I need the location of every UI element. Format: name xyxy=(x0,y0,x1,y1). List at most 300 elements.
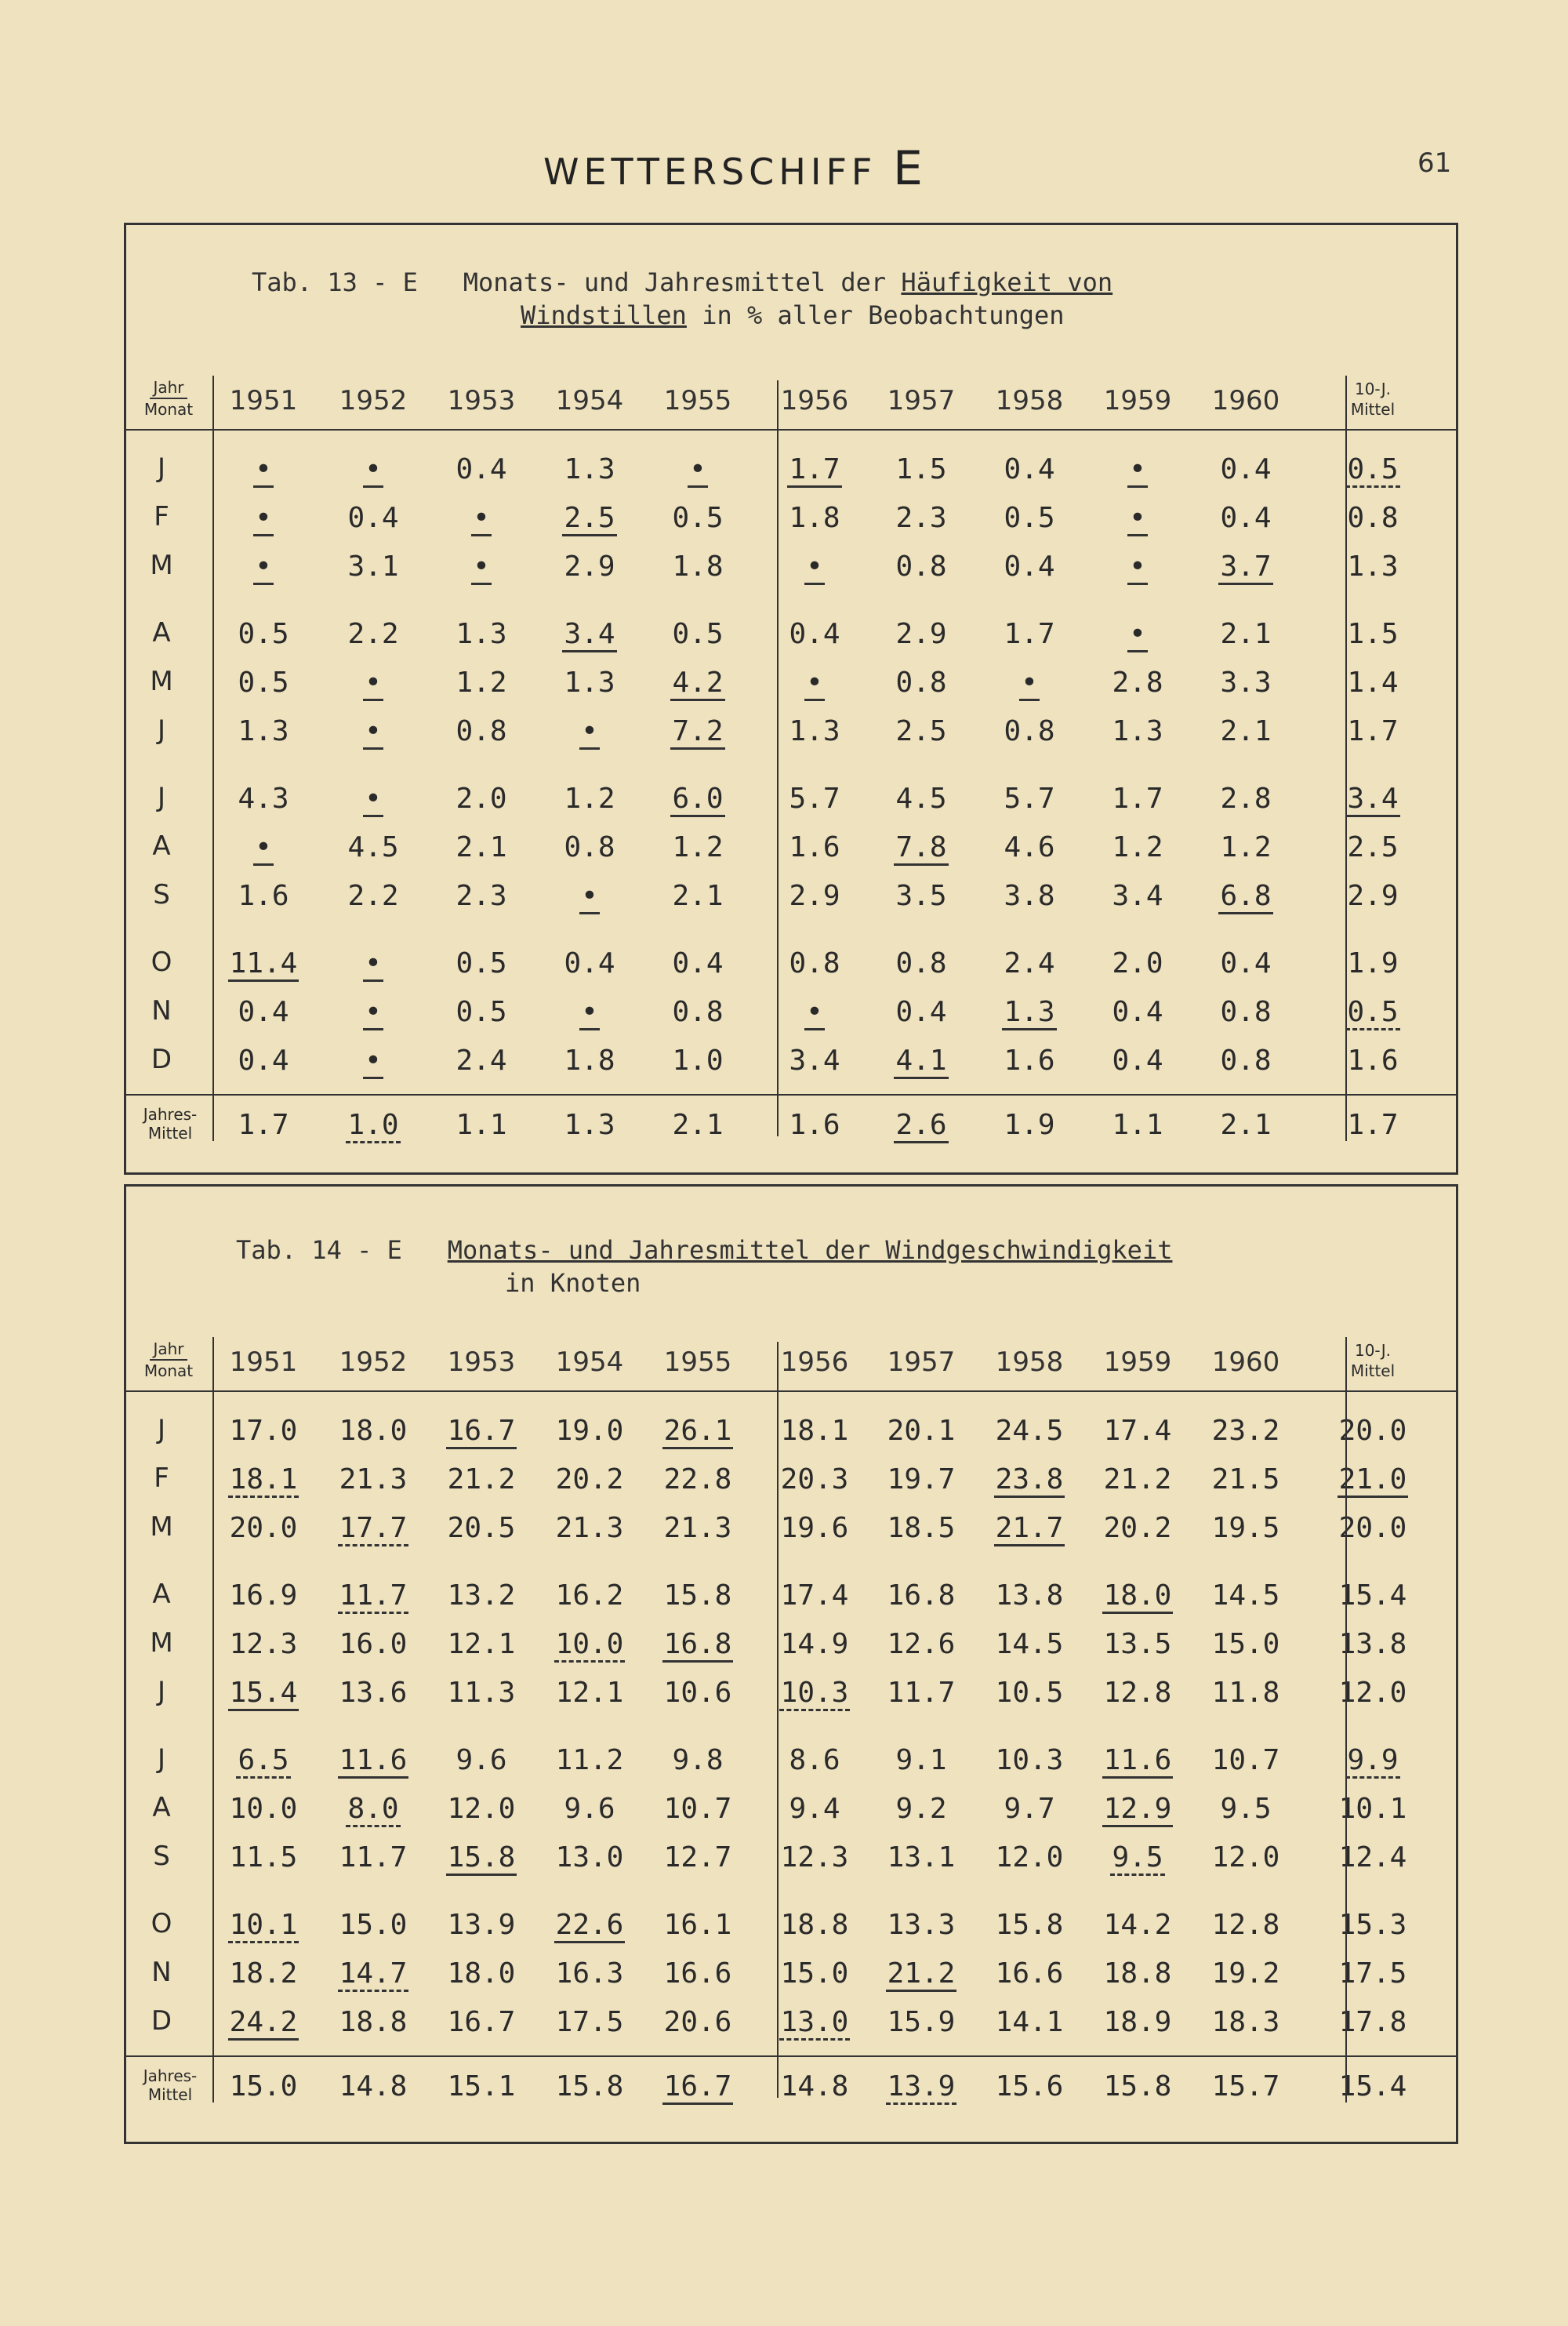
annual-mean-label xyxy=(131,2066,209,2104)
table-cell xyxy=(434,782,528,816)
cell-value: 15.4 xyxy=(228,1677,299,1711)
cell-value: 0.8 xyxy=(789,947,840,979)
cell-value: • xyxy=(363,783,383,817)
table-cell xyxy=(326,1841,420,1875)
cell-value: 18.0 xyxy=(1102,1579,1174,1614)
cell-value: 20.1 xyxy=(887,1415,956,1447)
table-cell xyxy=(1326,1463,1420,1497)
cell-value: 12.6 xyxy=(887,1628,956,1660)
cell-value: 11.4 xyxy=(228,947,299,982)
cell-value: 16.3 xyxy=(555,1957,624,1990)
table-cell xyxy=(874,501,968,536)
table-14-caption-line2 xyxy=(505,1267,641,1299)
table-cell xyxy=(1326,995,1420,1030)
table-cell xyxy=(1326,617,1420,652)
table-cell xyxy=(1091,550,1185,584)
cell-value: 14.9 xyxy=(780,1628,849,1660)
cell-value: 17.7 xyxy=(338,1512,409,1546)
cell-value: 1.0 xyxy=(672,1045,724,1077)
table-cell xyxy=(1091,2005,1185,2040)
cell-value: 10.5 xyxy=(995,1677,1064,1709)
table-cell xyxy=(982,1511,1076,1546)
cell-value: 17.0 xyxy=(229,1415,298,1447)
cell-value: • xyxy=(804,667,825,701)
table-cell xyxy=(434,947,528,981)
cell-value: 18.5 xyxy=(887,1512,956,1544)
annual-cell xyxy=(874,1108,968,1143)
cell-value: 12.9 xyxy=(1102,1793,1174,1827)
table-cell xyxy=(543,666,637,700)
corner-header xyxy=(132,1339,205,1381)
cell-value: 24.2 xyxy=(228,2006,299,2041)
table-cell xyxy=(874,995,968,1030)
cell-value: 4.5 xyxy=(347,831,399,863)
cell-value: 18.8 xyxy=(780,1909,849,1941)
annual-cell xyxy=(1199,2070,1293,2104)
table-cell xyxy=(434,1044,528,1078)
table-cell xyxy=(543,1414,637,1448)
cell-value: 23.2 xyxy=(1211,1415,1280,1447)
annual-label-line1: Jahres- xyxy=(143,1105,198,1124)
row-month-label: F xyxy=(154,501,169,532)
table-cell xyxy=(1091,452,1185,487)
table-cell xyxy=(651,1957,745,1991)
table-cell xyxy=(216,714,310,749)
cell-value: 21.5 xyxy=(1211,1463,1280,1496)
table-cell xyxy=(216,947,310,981)
decade-divider xyxy=(777,380,779,1136)
cell-value: 17.5 xyxy=(555,2006,624,2038)
cell-value: 22.8 xyxy=(663,1463,732,1496)
cell-value: 4.6 xyxy=(1004,831,1055,863)
cell-value: 11.8 xyxy=(1211,1677,1280,1709)
table-cell xyxy=(543,995,637,1030)
table-cell xyxy=(982,879,1076,914)
table-cell xyxy=(1326,666,1420,700)
cell-value: 2.9 xyxy=(1347,880,1399,912)
table-cell xyxy=(1091,1511,1185,1546)
cell-value: 18.2 xyxy=(229,1957,298,1990)
cell-value: 23.8 xyxy=(994,1463,1065,1498)
table-cell xyxy=(216,666,310,700)
table-cell xyxy=(651,1414,745,1448)
annual-cell xyxy=(1326,2070,1420,2104)
header-divider xyxy=(126,1390,1456,1392)
row-month-label: J xyxy=(157,1414,166,1445)
table-cell xyxy=(651,1044,745,1078)
cell-value: • xyxy=(688,453,708,488)
table-cell xyxy=(434,1957,528,1991)
cell-value: 1.6 xyxy=(238,880,289,912)
table-cell xyxy=(1199,782,1293,816)
table-cell xyxy=(216,830,310,865)
table-cell xyxy=(326,666,420,700)
cell-value: 15.0 xyxy=(780,1957,849,1990)
table-14-title-part: in Knoten xyxy=(505,1268,641,1298)
table-cell xyxy=(1326,830,1420,865)
cell-value: 16.7 xyxy=(662,2070,734,2105)
cell-value: 15.9 xyxy=(887,2006,956,2038)
table-cell xyxy=(434,1908,528,1943)
annual-cell xyxy=(768,1108,862,1143)
cell-value: 4.1 xyxy=(894,1045,948,1079)
cell-value: 2.1 xyxy=(1220,618,1272,650)
table-cell xyxy=(1091,617,1185,652)
row-month-label: J xyxy=(157,452,166,484)
column-header-year: 1957 xyxy=(887,385,956,416)
cell-value: 13.0 xyxy=(555,1841,624,1874)
table-cell xyxy=(216,1511,310,1546)
table-cell xyxy=(874,1463,968,1497)
table-cell xyxy=(874,2005,968,2040)
cell-value: 22.6 xyxy=(554,1909,626,1943)
table-cell xyxy=(1199,617,1293,652)
page-title xyxy=(543,141,923,196)
table-cell xyxy=(982,995,1076,1030)
table-cell xyxy=(326,1414,420,1448)
cell-value: 13.8 xyxy=(995,1579,1064,1612)
cell-value: 0.4 xyxy=(1220,453,1272,485)
table-cell xyxy=(326,1627,420,1662)
table-cell xyxy=(874,714,968,749)
cell-value: 10.3 xyxy=(995,1744,1064,1776)
cell-value: 20.2 xyxy=(1103,1512,1172,1544)
cell-value: 2.5 xyxy=(895,715,947,747)
table-cell xyxy=(1326,1511,1420,1546)
cell-value: 9.7 xyxy=(1004,1793,1055,1825)
table-cell xyxy=(768,1463,862,1497)
row-month-label: M xyxy=(150,666,173,697)
cell-value: 9.4 xyxy=(789,1793,840,1825)
cell-value: 1.1 xyxy=(456,1109,507,1141)
cell-value: 16.8 xyxy=(662,1628,734,1663)
table-cell xyxy=(326,1792,420,1826)
table-cell xyxy=(651,714,745,749)
corner-month-label: Monat xyxy=(143,1361,194,1380)
table-cell xyxy=(768,1414,862,1448)
month-column-divider xyxy=(212,376,214,1141)
cell-value: • xyxy=(363,947,383,982)
table-cell xyxy=(768,666,862,700)
table-cell xyxy=(1199,1463,1293,1497)
table-cell xyxy=(651,617,745,652)
table-cell xyxy=(651,1579,745,1613)
cell-value: 1.8 xyxy=(564,1045,615,1077)
cell-value: 21.7 xyxy=(994,1512,1065,1546)
table-cell xyxy=(1091,1743,1185,1778)
cell-value: • xyxy=(1127,502,1148,536)
column-header-year: 1953 xyxy=(447,385,516,416)
cell-value: 0.4 xyxy=(789,618,840,650)
table-cell xyxy=(434,501,528,536)
cell-value: 10.3 xyxy=(779,1677,851,1711)
cell-value: 0.8 xyxy=(456,715,507,747)
table-cell xyxy=(1091,1579,1185,1613)
cell-value: 15.0 xyxy=(339,1909,408,1941)
cell-value: 20.2 xyxy=(555,1463,624,1496)
table-cell xyxy=(1199,714,1293,749)
cell-value: 21.2 xyxy=(1103,1463,1172,1496)
cell-value: 1.6 xyxy=(1347,1045,1399,1077)
row-month-label: J xyxy=(157,714,166,746)
row-month-label: M xyxy=(150,1511,173,1543)
cell-value: 21.3 xyxy=(555,1512,624,1544)
page-title-text: WETTERSCHIFF xyxy=(543,151,877,193)
annual-cell xyxy=(1326,1108,1420,1143)
mean-header-line1: 10-J. xyxy=(1354,1341,1392,1360)
table-cell xyxy=(543,1957,637,1991)
cell-value: 10.0 xyxy=(229,1793,298,1825)
table-cell xyxy=(1199,1792,1293,1826)
table-cell xyxy=(1199,995,1293,1030)
table-cell xyxy=(1091,1676,1185,1710)
row-month-label: O xyxy=(151,1908,172,1939)
month-column-divider xyxy=(212,1337,214,2102)
table-cell xyxy=(1326,1908,1420,1943)
mean-header-line2: Mittel xyxy=(1350,400,1396,419)
table-cell xyxy=(768,1511,862,1546)
table-cell xyxy=(982,714,1076,749)
table-cell xyxy=(874,452,968,487)
cell-value: 0.4 xyxy=(564,947,615,979)
table-cell xyxy=(651,1676,745,1710)
table-cell xyxy=(651,947,745,981)
table-cell xyxy=(982,830,1076,865)
table-cell xyxy=(874,1908,968,1943)
cell-value: 12.1 xyxy=(447,1628,516,1660)
cell-value: 15.4 xyxy=(1338,2070,1407,2102)
table-cell xyxy=(434,617,528,652)
table-cell xyxy=(982,1463,1076,1497)
cell-value: 6.5 xyxy=(236,1744,290,1779)
table-cell xyxy=(982,1627,1076,1662)
header-divider xyxy=(126,429,1456,431)
cell-value: 0.5 xyxy=(456,947,507,979)
cell-value: 14.5 xyxy=(995,1628,1064,1660)
table-cell xyxy=(1326,1044,1420,1078)
annual-label-line2: Mittel xyxy=(147,2085,193,2104)
column-header-year: 1960 xyxy=(1211,385,1280,416)
cell-value: 10.1 xyxy=(1338,1793,1407,1825)
table-cell xyxy=(982,550,1076,584)
table-cell xyxy=(326,1579,420,1613)
cell-value: 2.6 xyxy=(894,1109,948,1143)
cell-value: 0.5 xyxy=(1345,453,1399,488)
table-cell xyxy=(216,1676,310,1710)
table-cell xyxy=(543,1627,637,1662)
cell-value: • xyxy=(253,551,274,585)
cell-value: 1.5 xyxy=(895,453,947,485)
table-cell xyxy=(543,1579,637,1613)
cell-value: 8.0 xyxy=(346,1793,400,1827)
cell-value: 12.0 xyxy=(447,1793,516,1825)
table-cell xyxy=(216,452,310,487)
column-header-year: 1951 xyxy=(229,385,298,416)
table-cell xyxy=(874,1579,968,1613)
table-cell xyxy=(874,1511,968,1546)
decade-divider xyxy=(777,1342,779,2098)
table-cell xyxy=(1326,947,1420,981)
cell-value: 9.9 xyxy=(1345,1744,1399,1779)
table-cell xyxy=(651,1463,745,1497)
cell-value: • xyxy=(363,715,383,750)
table-cell xyxy=(543,947,637,981)
table-cell xyxy=(326,1463,420,1497)
table-cell xyxy=(982,2005,1076,2040)
table-cell xyxy=(768,947,862,981)
table-cell xyxy=(1326,2005,1420,2040)
column-header-year: 1954 xyxy=(555,385,624,416)
table-cell xyxy=(651,782,745,816)
table-cell xyxy=(1326,714,1420,749)
cell-value: 2.1 xyxy=(1220,1109,1272,1141)
cell-value: 12.0 xyxy=(1338,1677,1407,1709)
annual-cell xyxy=(1091,2070,1185,2104)
table-cell xyxy=(874,1676,968,1710)
table-cell xyxy=(768,1044,862,1078)
cell-value: 6.0 xyxy=(670,783,724,817)
cell-value: 2.0 xyxy=(456,783,507,815)
table-cell xyxy=(216,995,310,1030)
cell-value: 12.3 xyxy=(780,1841,849,1874)
cell-value: 19.7 xyxy=(887,1463,956,1496)
cell-value: 11.7 xyxy=(887,1677,956,1709)
cell-value: 12.7 xyxy=(663,1841,732,1874)
row-month-label: M xyxy=(150,1627,173,1659)
cell-value: 1.6 xyxy=(789,831,840,863)
cell-value: 18.9 xyxy=(1103,2006,1172,2038)
table-cell xyxy=(874,782,968,816)
cell-value: 2.1 xyxy=(672,880,724,912)
cell-value: 15.1 xyxy=(447,2070,516,2102)
cell-value: 7.8 xyxy=(894,831,948,866)
cell-value: 0.4 xyxy=(1004,551,1055,583)
cell-value: 19.0 xyxy=(555,1415,624,1447)
cell-value: 2.2 xyxy=(347,618,399,650)
table-cell xyxy=(216,1743,310,1778)
cell-value: 1.8 xyxy=(672,551,724,583)
cell-value: 15.4 xyxy=(1338,1579,1407,1612)
table-cell xyxy=(1326,452,1420,487)
table-cell xyxy=(982,1676,1076,1710)
table-cell xyxy=(434,666,528,700)
cell-value: 19.2 xyxy=(1211,1957,1280,1990)
cell-value: 0.8 xyxy=(1220,996,1272,1028)
cell-value: 20.5 xyxy=(447,1512,516,1544)
table-cell xyxy=(768,1676,862,1710)
table-cell xyxy=(768,1908,862,1943)
cell-value: 15.8 xyxy=(663,1579,732,1612)
cell-value: 0.8 xyxy=(1004,715,1055,747)
table-cell xyxy=(1326,1841,1420,1875)
cell-value: 21.0 xyxy=(1338,1463,1409,1498)
annual-cell xyxy=(982,2070,1076,2104)
table-cell xyxy=(543,550,637,584)
table-cell xyxy=(216,1579,310,1613)
page-number: 61 xyxy=(1417,147,1452,179)
table-cell xyxy=(1091,666,1185,700)
cell-value: 18.8 xyxy=(1103,1957,1172,1990)
row-month-label: A xyxy=(152,830,171,862)
table-cell xyxy=(1091,714,1185,749)
cell-value: 15.8 xyxy=(555,2070,624,2102)
table-cell xyxy=(216,1957,310,1991)
cell-value: 2.3 xyxy=(895,502,947,534)
cell-value: 9.5 xyxy=(1220,1793,1272,1825)
table-cell xyxy=(216,501,310,536)
cell-value: 5.7 xyxy=(1004,783,1055,815)
row-month-label: N xyxy=(151,1957,172,1988)
table-cell xyxy=(326,452,420,487)
cell-value: 12.4 xyxy=(1338,1841,1407,1874)
cell-value: 2.4 xyxy=(1004,947,1055,979)
table-cell xyxy=(326,830,420,865)
table-cell xyxy=(216,879,310,914)
cell-value: • xyxy=(363,996,383,1030)
cell-value: 11.6 xyxy=(338,1744,409,1779)
cell-value: 1.3 xyxy=(1112,715,1163,747)
table-cell xyxy=(434,714,528,749)
cell-value: 14.5 xyxy=(1211,1579,1280,1612)
cell-value: 1.3 xyxy=(564,1109,615,1141)
cell-value: 1.0 xyxy=(346,1109,400,1143)
table-13 xyxy=(124,223,1458,1175)
table-cell xyxy=(982,1414,1076,1448)
column-header-year: 1953 xyxy=(447,1347,516,1378)
cell-value: 1.3 xyxy=(1002,996,1056,1030)
table-cell xyxy=(982,1044,1076,1078)
table-cell xyxy=(326,550,420,584)
table-cell xyxy=(651,879,745,914)
cell-value: 0.4 xyxy=(1112,1045,1163,1077)
cell-value: 19.5 xyxy=(1211,1512,1280,1544)
table-cell xyxy=(651,1511,745,1546)
table-cell xyxy=(216,1627,310,1662)
mean-header-line2: Mittel xyxy=(1350,1361,1396,1380)
cell-value: 1.3 xyxy=(1347,551,1399,583)
cell-value: 12.0 xyxy=(1211,1841,1280,1874)
table-cell xyxy=(768,1743,862,1778)
cell-value: 3.1 xyxy=(347,551,399,583)
table-cell xyxy=(1326,1414,1420,1448)
table-cell xyxy=(326,2005,420,2040)
table-cell xyxy=(434,452,528,487)
cell-value: 3.8 xyxy=(1004,880,1055,912)
column-header-mean xyxy=(1330,1340,1416,1381)
cell-value: 3.4 xyxy=(1345,783,1399,817)
cell-value: 1.9 xyxy=(1347,947,1399,979)
cell-value: 1.1 xyxy=(1112,1109,1163,1141)
column-header-year: 1956 xyxy=(780,1347,849,1378)
annual-cell xyxy=(1199,1108,1293,1143)
annual-divider xyxy=(126,2055,1456,2057)
table-cell xyxy=(1091,1957,1185,1991)
table-cell xyxy=(326,1676,420,1710)
cell-value: 1.3 xyxy=(238,715,289,747)
table-cell xyxy=(543,617,637,652)
table-13-caption-line2 xyxy=(521,299,1065,332)
cell-value: 0.8 xyxy=(1220,1045,1272,1077)
table-cell xyxy=(874,1841,968,1875)
cell-value: 1.3 xyxy=(456,618,507,650)
cell-value: 16.6 xyxy=(995,1957,1064,1990)
annual-label-line1: Jahres- xyxy=(143,2066,198,2085)
cell-value: 4.2 xyxy=(670,667,724,701)
table-cell xyxy=(1326,1792,1420,1826)
cell-value: 13.2 xyxy=(447,1579,516,1612)
table-cell xyxy=(651,501,745,536)
cell-value: 18.0 xyxy=(447,1957,516,1990)
